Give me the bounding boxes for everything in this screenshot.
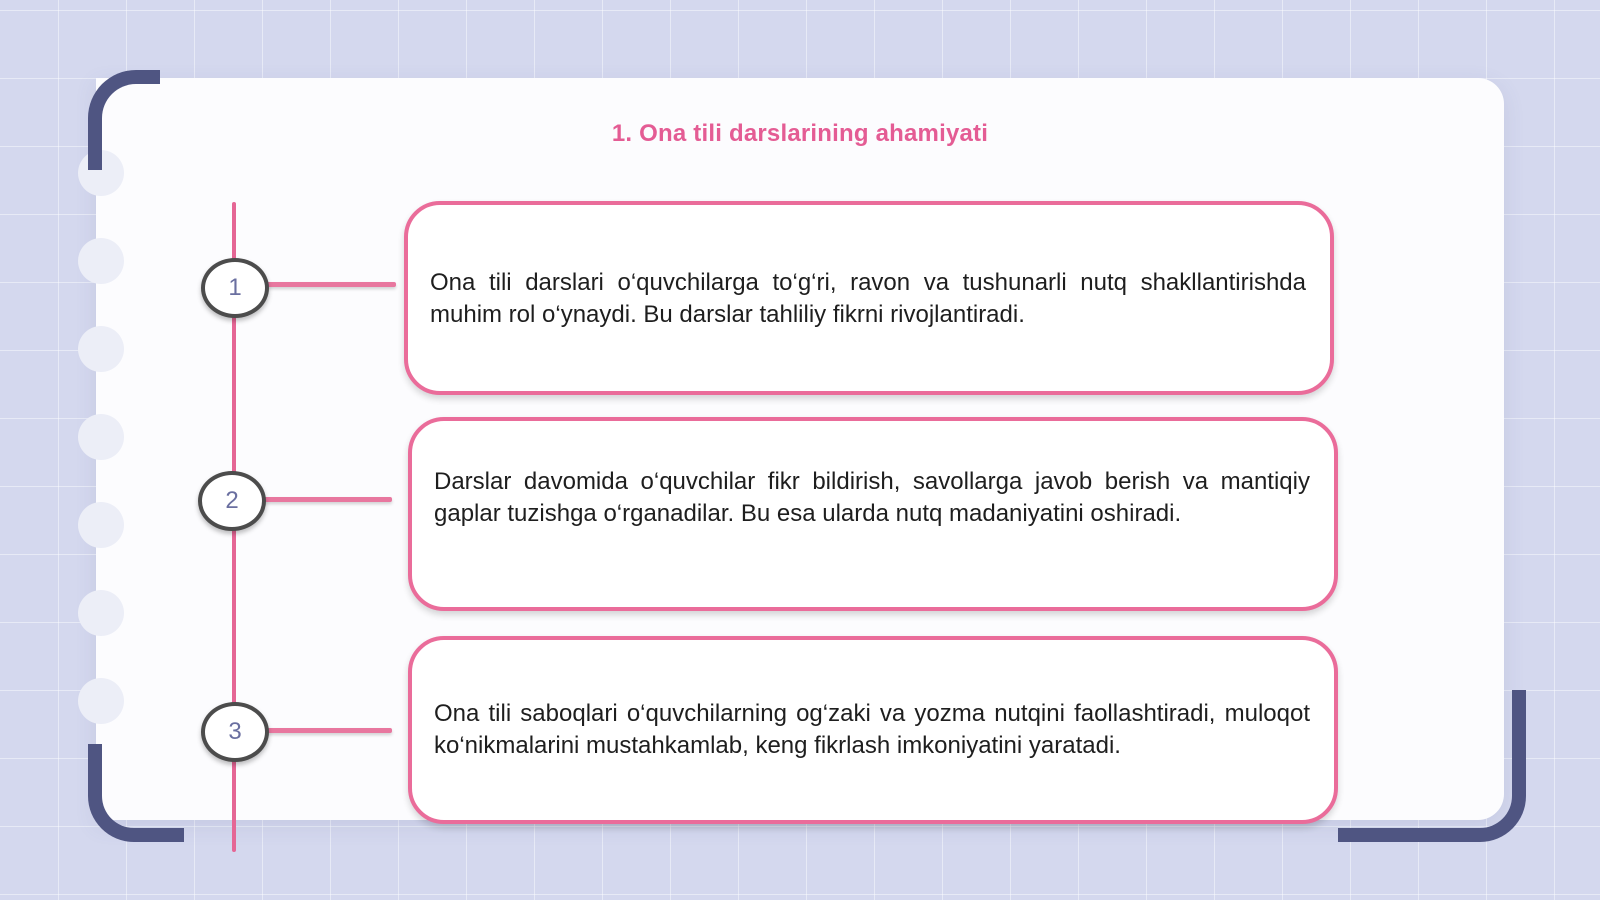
frame-corner-bottom-left (88, 744, 184, 842)
paper-tear-notch (78, 502, 124, 548)
card-text-3: Ona tili saboqlari o‘quvchilarning og‘zaki va yozma nutqini faollashtiradi, muloqot ko‘nikmalarini mustahkamlab, keng fikrlash imkoniyatini yaratadi. (434, 700, 1310, 759)
timeline-connector-1 (266, 282, 396, 287)
step-number-circle-2 (198, 471, 266, 531)
paper-tear-notch (78, 590, 124, 636)
step-number-3: 3 (228, 718, 242, 745)
frame-corner-bottom-right (1338, 690, 1526, 842)
step-number-1: 1 (228, 274, 242, 301)
paper-tear-notch (78, 678, 124, 724)
slide-title: 1. Ona tili darslarining ahamiyati (611, 120, 989, 147)
step-number-circle-3 (201, 702, 269, 762)
paper-tear-notch (78, 238, 124, 284)
timeline-connector-2 (262, 497, 392, 502)
step-number-2: 2 (225, 487, 239, 514)
paper-tear-notch (78, 326, 124, 372)
paper-tear-notch (78, 414, 124, 460)
card-text-1: Ona tili darslari o‘quvchilarga to‘g‘ri, ravon va tushunarli nutq shakllantirishda muhim rol o‘ynaydi. Bu darslar tahliliy fikrni rivojlantiradi. (430, 269, 1306, 328)
card-text-2: Darslar davomida o‘quvchilar fikr bildirish, savollarga javob berish va mantiqiy gaplar tuzishga o‘rganadilar. Bu esa ularda nutq madaniyatini oshiradi. (434, 468, 1310, 527)
timeline-connector-3 (266, 728, 392, 733)
step-number-circle-1 (201, 258, 269, 318)
